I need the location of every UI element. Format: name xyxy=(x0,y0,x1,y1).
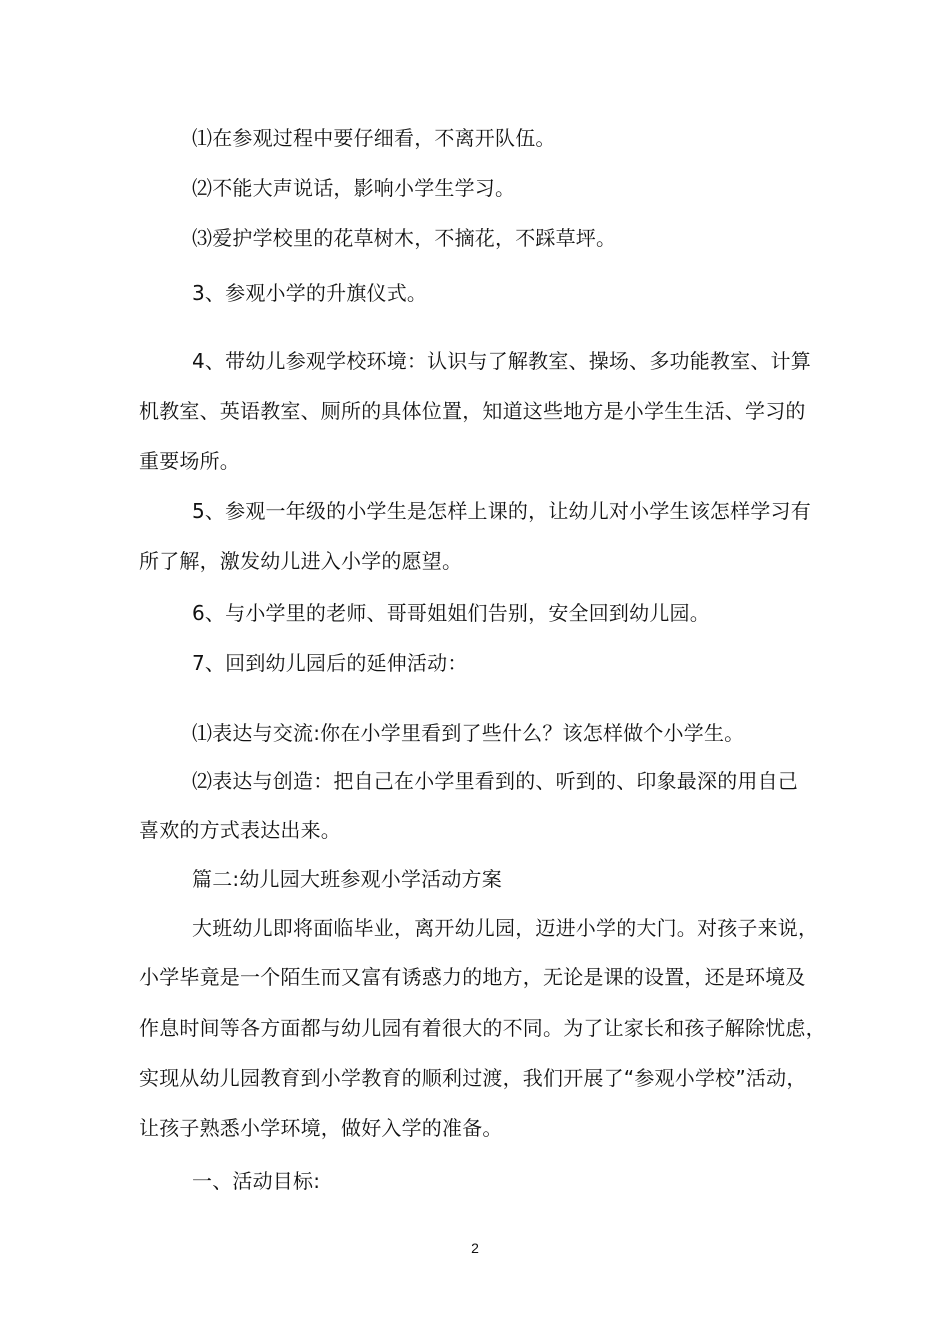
paragraph-line: 重要场所。 xyxy=(139,449,240,473)
paragraph-line: 5、参观一年级的小学生是怎样上课的，让幼儿对小学生该怎样学习有 xyxy=(192,499,811,523)
paragraph-line: 小学毕竟是一个陌生而又富有诱惑力的地方，无论是课的设置，还是环境及 xyxy=(139,965,806,989)
paragraph-line: 4、带幼儿参观学校环境：认识与了解教室、操场、多功能教室、计算 xyxy=(192,349,811,373)
paragraph-line: ⑶爱护学校里的花草树木，不摘花，不踩草坪。 xyxy=(192,226,617,250)
paragraph-line: 7、回到幼儿园后的延伸活动： xyxy=(192,651,468,675)
paragraph-line: 作息时间等各方面都与幼儿园有着很大的不同。为了让家长和孩子解除忧虑， xyxy=(139,1016,826,1040)
paragraph-line: ⑴表达与交流:你在小学里看到了些什么？该怎样做个小学生。 xyxy=(192,721,745,745)
paragraph-line: 3、参观小学的升旗仪式。 xyxy=(192,281,428,305)
paragraph-line: 喜欢的方式表达出来。 xyxy=(139,818,341,842)
paragraph-line: 所了解，激发幼儿进入小学的愿望。 xyxy=(139,549,463,573)
paragraph-line: ⑴在参观过程中要仔细看，不离开队伍。 xyxy=(192,126,556,150)
subsection-heading: 一、活动目标: xyxy=(192,1169,321,1193)
paragraph-line: 6、与小学里的老师、哥哥姐姐们告别，安全回到幼儿园。 xyxy=(192,601,710,625)
page-number: 2 xyxy=(471,1240,479,1256)
paragraph-line: ⑵不能大声说话，影响小学生学习。 xyxy=(192,176,516,200)
paragraph-line: 机教室、英语教室、厕所的具体位置，知道这些地方是小学生生活、学习的 xyxy=(139,399,806,423)
paragraph-line: 实现从幼儿园教育到小学教育的顺利过渡，我们开展了“参观小学校”活动， xyxy=(139,1066,807,1090)
paragraph-line: ⑵表达与创造：把自己在小学里看到的、听到的、印象最深的用自己 xyxy=(192,769,798,793)
paragraph-line: 大班幼儿即将面临毕业，离开幼儿园，迈进小学的大门。对孩子来说， xyxy=(192,916,819,940)
section-heading: 篇二:幼儿园大班参观小学活动方案 xyxy=(192,867,502,891)
paragraph-line: 让孩子熟悉小学环境，做好入学的准备。 xyxy=(139,1116,503,1140)
